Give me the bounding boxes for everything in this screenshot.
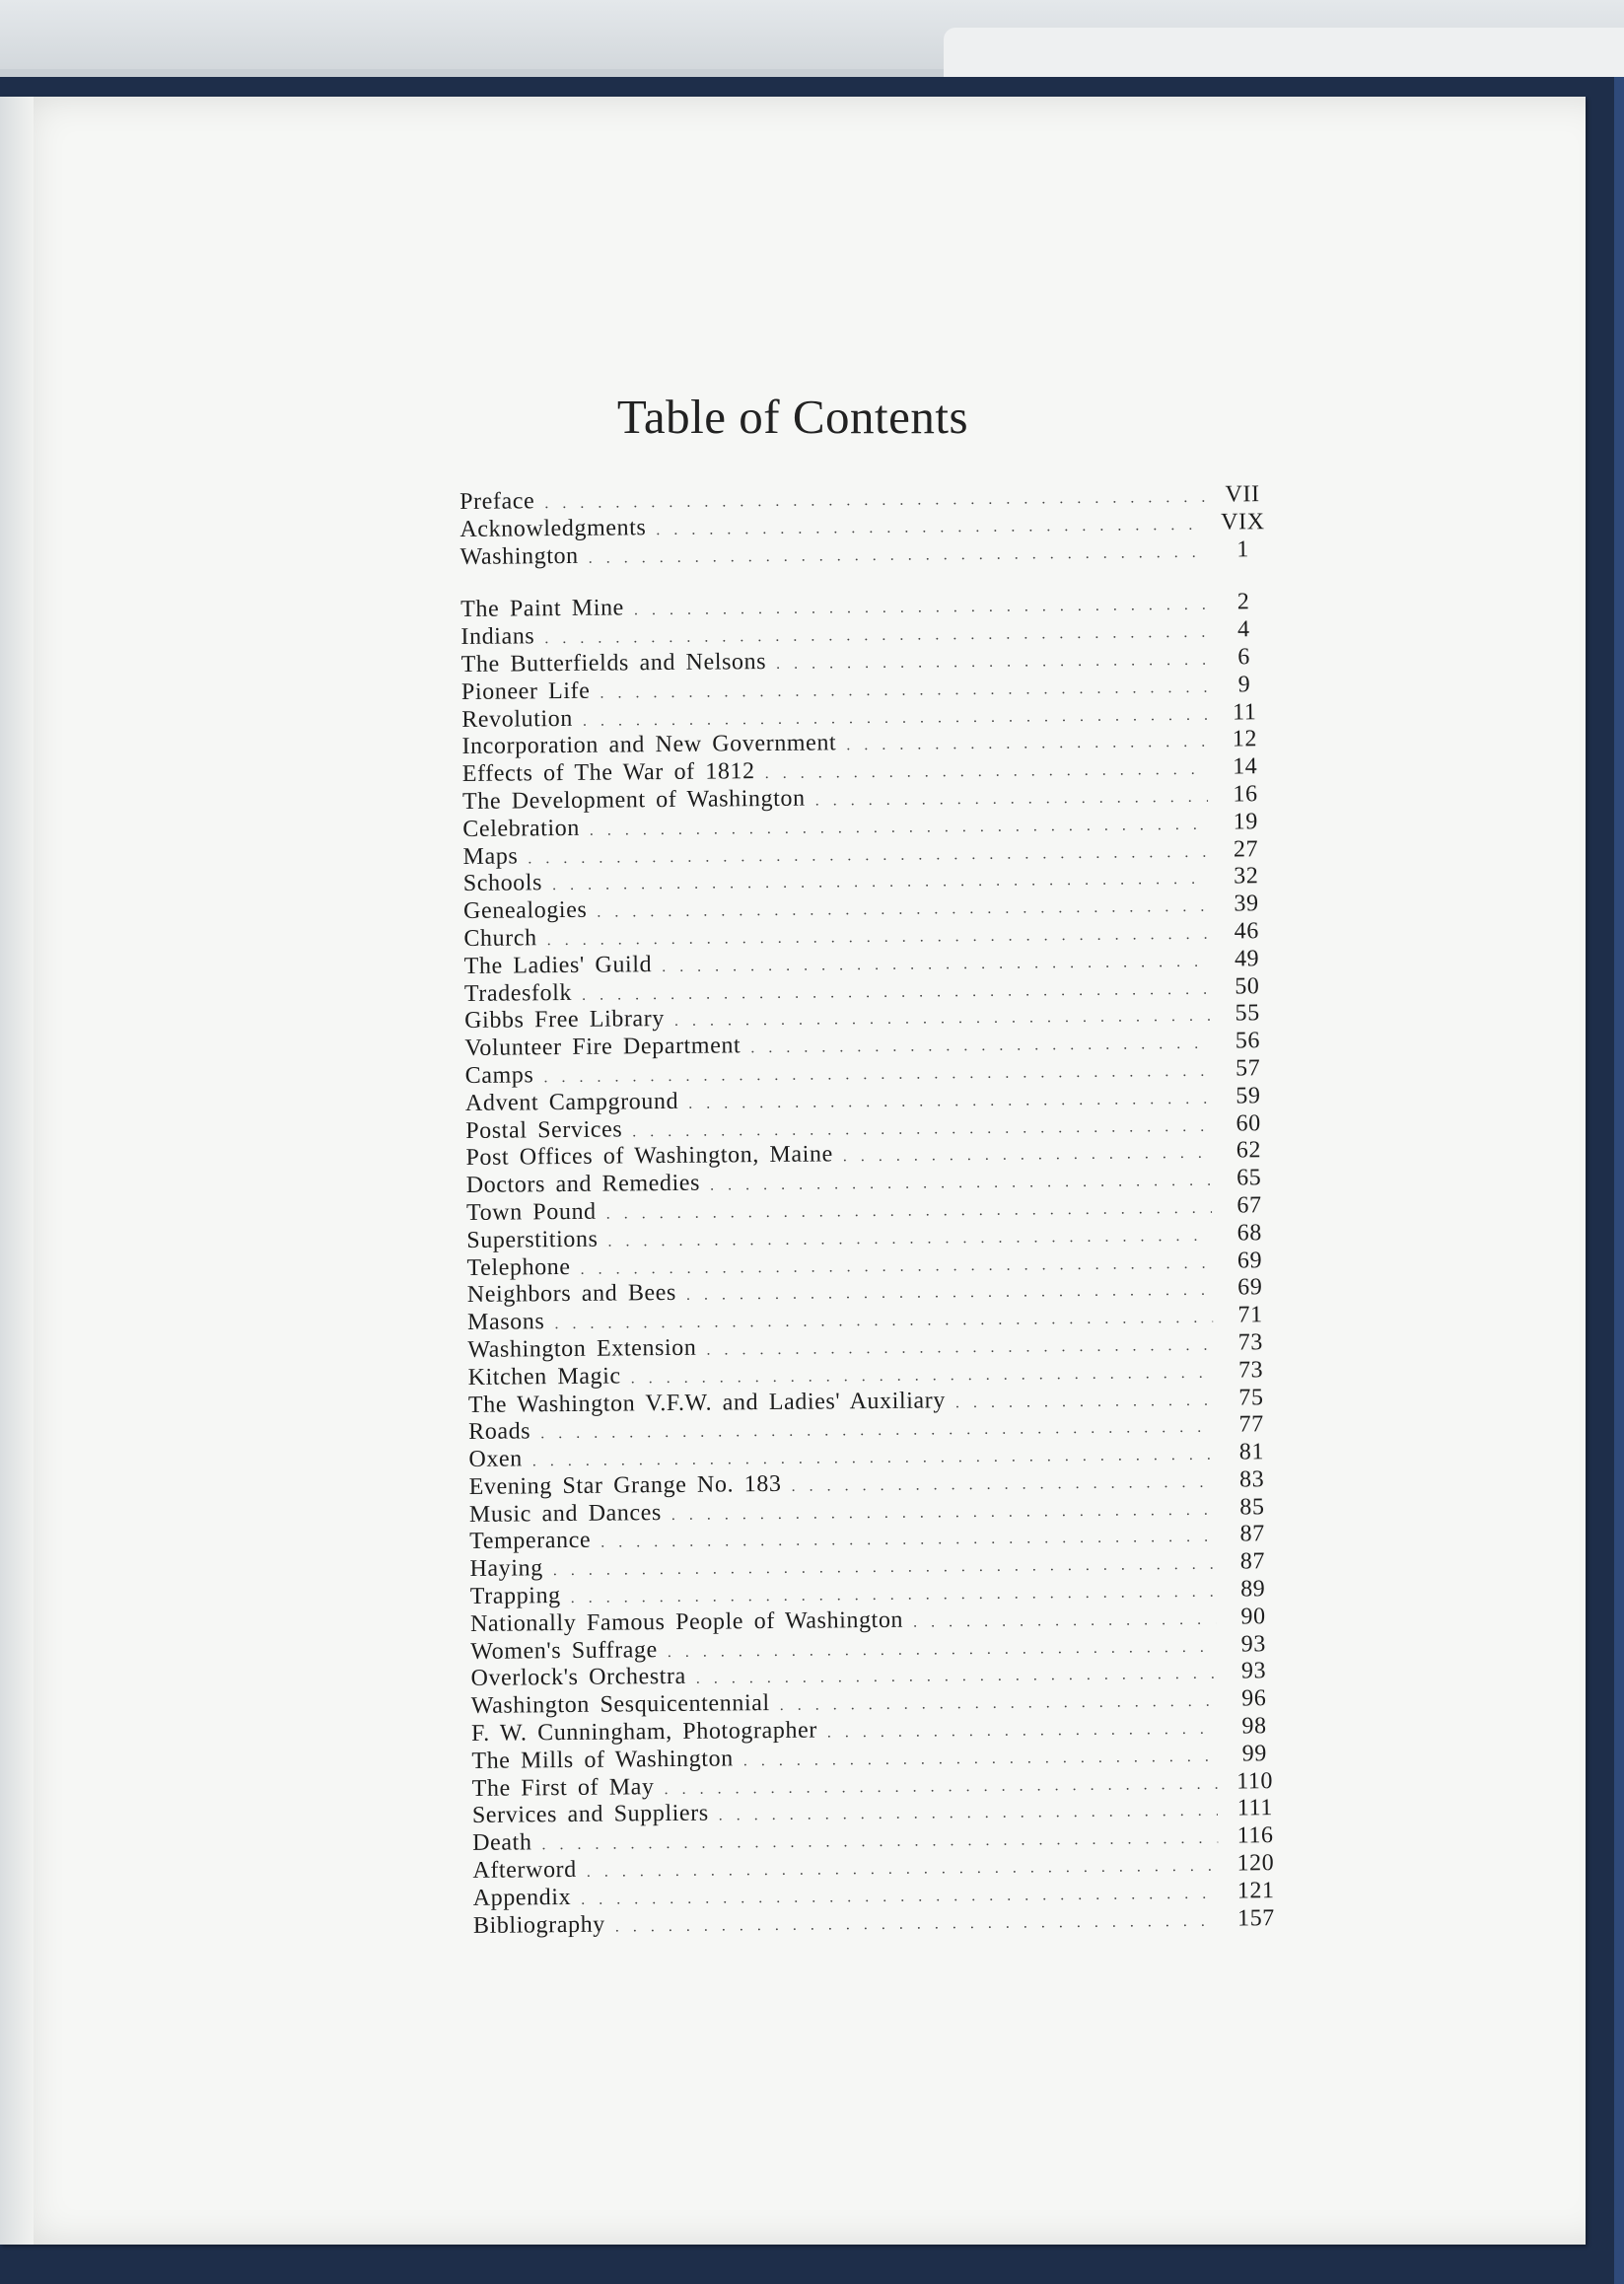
toc-entry-title: Bibliography — [472, 1911, 605, 1939]
toc-entry-title: Telephone — [466, 1253, 571, 1281]
dot-leader — [600, 1529, 1215, 1552]
toc-page-number: 73 — [1237, 1329, 1264, 1356]
page-title: Table of Contents — [616, 390, 969, 444]
dot-leader — [632, 1117, 1211, 1141]
dot-leader — [750, 1035, 1210, 1057]
toc-page-number: 59 — [1236, 1082, 1261, 1109]
dot-leader — [656, 517, 1205, 539]
toc-entry-title: Washington Extension — [467, 1334, 697, 1363]
toc-entry-title: Roads — [468, 1418, 531, 1446]
toc-page-number: 77 — [1238, 1411, 1264, 1438]
toc-page-number: 99 — [1241, 1741, 1268, 1767]
dot-leader — [583, 706, 1207, 730]
toc-page-number: 120 — [1236, 1850, 1275, 1877]
toc-entry-title: Haying — [469, 1555, 543, 1583]
toc-entry-title: The Paint Mine — [460, 595, 625, 623]
toc-page-number: 9 — [1237, 672, 1251, 698]
toc-page-number: 49 — [1234, 945, 1260, 972]
toc-entry-title: Neighbors and Bees — [466, 1280, 677, 1309]
toc-entry-title: Celebration — [462, 815, 580, 842]
toc-entry-title: Effects of The War of 1812 — [461, 758, 755, 788]
toc-page-number: 46 — [1234, 918, 1260, 945]
toc-entry-title: Revolution — [461, 705, 574, 733]
toc-entry-title: Trapping — [469, 1583, 561, 1610]
toc-entry-title: Death — [472, 1829, 532, 1857]
toc-entry-title: Indians — [460, 623, 535, 651]
dot-leader — [674, 1008, 1210, 1031]
toc-page-number: 87 — [1239, 1548, 1266, 1575]
toc-page-number: 87 — [1239, 1521, 1265, 1547]
toc-entry-title: Oxen — [468, 1446, 523, 1473]
toc-entry-title: Incorporation and New Government — [461, 730, 837, 760]
toc-entry-title: Town Pound — [465, 1198, 597, 1226]
dot-leader — [955, 1392, 1214, 1412]
toc-page-number: VII — [1225, 481, 1260, 508]
toc-entry-title: Washington Sesquicentennial — [470, 1690, 770, 1720]
toc-page-number: 67 — [1236, 1192, 1262, 1219]
dot-leader — [571, 1584, 1216, 1607]
dot-leader — [634, 597, 1206, 620]
toc-page-number: 50 — [1235, 972, 1260, 1000]
toc-entry-title: Music and Dances — [468, 1499, 662, 1528]
dot-leader — [581, 1886, 1219, 1909]
book-page — [0, 97, 1586, 2245]
toc-page-number: 62 — [1236, 1137, 1262, 1164]
toc-entry-title: Evening Star Grange No. 183 — [468, 1470, 782, 1500]
toc-page-number: 83 — [1238, 1466, 1265, 1493]
dot-leader — [743, 1749, 1218, 1771]
toc-page-number: 12 — [1232, 726, 1258, 752]
dot-leader — [606, 1200, 1212, 1224]
toc-entry-title: Church — [463, 925, 537, 952]
toc-page-number: 71 — [1237, 1302, 1263, 1328]
cover-spine-edge — [1614, 77, 1624, 2284]
dot-leader — [668, 1638, 1217, 1661]
toc-entry-title: Appendix — [472, 1884, 572, 1911]
toc-entry-title: Temperance — [469, 1528, 592, 1555]
toc-page-number: 75 — [1238, 1384, 1264, 1410]
dot-leader — [706, 1337, 1213, 1360]
toc-entry-title: Kitchen Magic — [467, 1363, 621, 1391]
dot-leader — [776, 652, 1207, 674]
toc-entry-title: Schools — [462, 870, 543, 897]
toc-entry-title: Afterword — [472, 1856, 577, 1884]
toc-entry-title: Overlock's Orchestra — [470, 1664, 686, 1692]
toc-page-number: 69 — [1237, 1274, 1263, 1301]
toc-entry-title: Camps — [464, 1062, 534, 1089]
toc-page-number: 85 — [1239, 1493, 1265, 1521]
toc-page-number: 60 — [1236, 1109, 1261, 1136]
toc-page-number: 157 — [1236, 1904, 1275, 1932]
dot-leader — [843, 1145, 1212, 1167]
toc-entry-title: Acknowledgments — [459, 514, 647, 542]
toc-page-number: 98 — [1241, 1713, 1267, 1740]
toc-page-number: 93 — [1240, 1630, 1266, 1658]
toc-entry-title: The Ladies' Guild — [463, 951, 653, 979]
toc-page-number: 89 — [1240, 1576, 1266, 1603]
toc-page-number: 16 — [1233, 781, 1258, 808]
toc-page-number: 56 — [1235, 1028, 1261, 1054]
toc-page-number: 121 — [1236, 1877, 1275, 1904]
toc-page-number: 93 — [1240, 1658, 1267, 1684]
toc-entry-title: Advent Campground — [464, 1088, 679, 1116]
toc-page-number: 90 — [1240, 1604, 1266, 1630]
toc-page-number: 55 — [1235, 1000, 1260, 1027]
toc-page-number: 69 — [1236, 1247, 1263, 1273]
toc-entry-title: Nationally Famous People of Washington — [469, 1606, 904, 1637]
dot-leader — [719, 1803, 1218, 1825]
toc-page-number: 2 — [1236, 589, 1250, 615]
dot-leader — [671, 1501, 1215, 1524]
toc-page-number: 39 — [1234, 891, 1259, 917]
toc-entry-title: Tradesfolk — [463, 979, 573, 1007]
toc-entry-title: Volunteer Fire Department — [464, 1033, 741, 1062]
toc-entry-title: The Butterfields and Nelsons — [460, 649, 767, 678]
dot-leader — [552, 871, 1209, 894]
dot-leader — [589, 543, 1206, 567]
toc-page-number: 96 — [1241, 1685, 1267, 1712]
toc-entry-title: Preface — [459, 488, 535, 515]
toc-entry-title: The First of May — [471, 1773, 655, 1802]
toc-page-number: 14 — [1233, 753, 1258, 780]
toc-entry-title: The Washington V.F.W. and Ladies' Auxiliary — [467, 1387, 947, 1418]
toc-entry-title: Doctors and Remedies — [465, 1170, 701, 1199]
dot-leader — [665, 1775, 1218, 1798]
toc-page-number: 81 — [1238, 1439, 1265, 1465]
dot-leader — [615, 1912, 1219, 1936]
dot-leader — [696, 1666, 1217, 1688]
dot-leader — [827, 1721, 1217, 1743]
toc-page-number: 57 — [1235, 1055, 1261, 1082]
dot-leader — [662, 953, 1210, 975]
dot-leader — [554, 1310, 1213, 1333]
toc-entry-title: Superstitions — [466, 1226, 599, 1253]
toc-entry-title: Masons — [466, 1309, 545, 1336]
toc-entry-title: Services and Suppliers — [471, 1801, 709, 1829]
toc-entry-title: F. W. Cunningham, Photographer — [470, 1717, 817, 1748]
dot-leader — [780, 1693, 1217, 1715]
dot-leader — [913, 1611, 1216, 1632]
dot-leader — [582, 980, 1210, 1004]
toc-page-number: 73 — [1237, 1356, 1264, 1384]
toc-entry-title: The Mills of Washington — [471, 1746, 734, 1774]
dot-leader — [581, 1254, 1213, 1278]
toc-page-number: 111 — [1236, 1795, 1274, 1821]
toc-entry-title: Postal Services — [465, 1115, 623, 1144]
toc-page-number: 11 — [1232, 698, 1257, 726]
toc-entry-title: Gibbs Free Library — [464, 1006, 666, 1035]
table-of-contents — [459, 481, 1284, 1940]
dot-leader — [686, 1282, 1213, 1305]
toc-page-number: 1 — [1236, 535, 1250, 563]
dot-leader — [587, 1858, 1219, 1882]
dot-leader — [600, 679, 1207, 703]
toc-entry-title: Washington — [459, 542, 579, 570]
toc-entry-title: Pioneer Life — [460, 678, 591, 705]
toc-page-number: 116 — [1236, 1822, 1274, 1849]
dot-leader — [688, 1090, 1211, 1112]
dot-leader — [597, 898, 1209, 922]
dot-leader — [846, 734, 1207, 755]
dot-leader — [607, 1227, 1212, 1250]
toc-page-number: 68 — [1236, 1219, 1262, 1247]
toc-page-number: 4 — [1236, 616, 1250, 643]
toc-page-number: 27 — [1233, 835, 1259, 863]
dot-leader — [710, 1173, 1212, 1195]
toc-entry-title: Maps — [462, 843, 519, 870]
toc-page-number: 6 — [1237, 644, 1251, 671]
toc-entry-title: Post Offices of Washington, Maine — [465, 1141, 833, 1172]
toc-entry-title: Genealogies — [462, 896, 588, 925]
dot-leader — [631, 1364, 1214, 1388]
toc-entry-title: Women's Suffrage — [470, 1636, 658, 1665]
toc-entry-title: The Development of Washington — [461, 785, 806, 815]
toc-page-number: 19 — [1233, 809, 1258, 835]
scanner-bed — [0, 0, 1624, 69]
toc-page-number: 110 — [1236, 1767, 1274, 1795]
dot-leader — [791, 1474, 1214, 1496]
dot-leader — [765, 761, 1208, 783]
toc-page-number: 65 — [1236, 1165, 1262, 1191]
dot-leader — [815, 789, 1209, 811]
toc-page-number: VIX — [1220, 508, 1265, 535]
dot-leader — [590, 816, 1209, 839]
toc-page-number: 32 — [1234, 863, 1259, 890]
